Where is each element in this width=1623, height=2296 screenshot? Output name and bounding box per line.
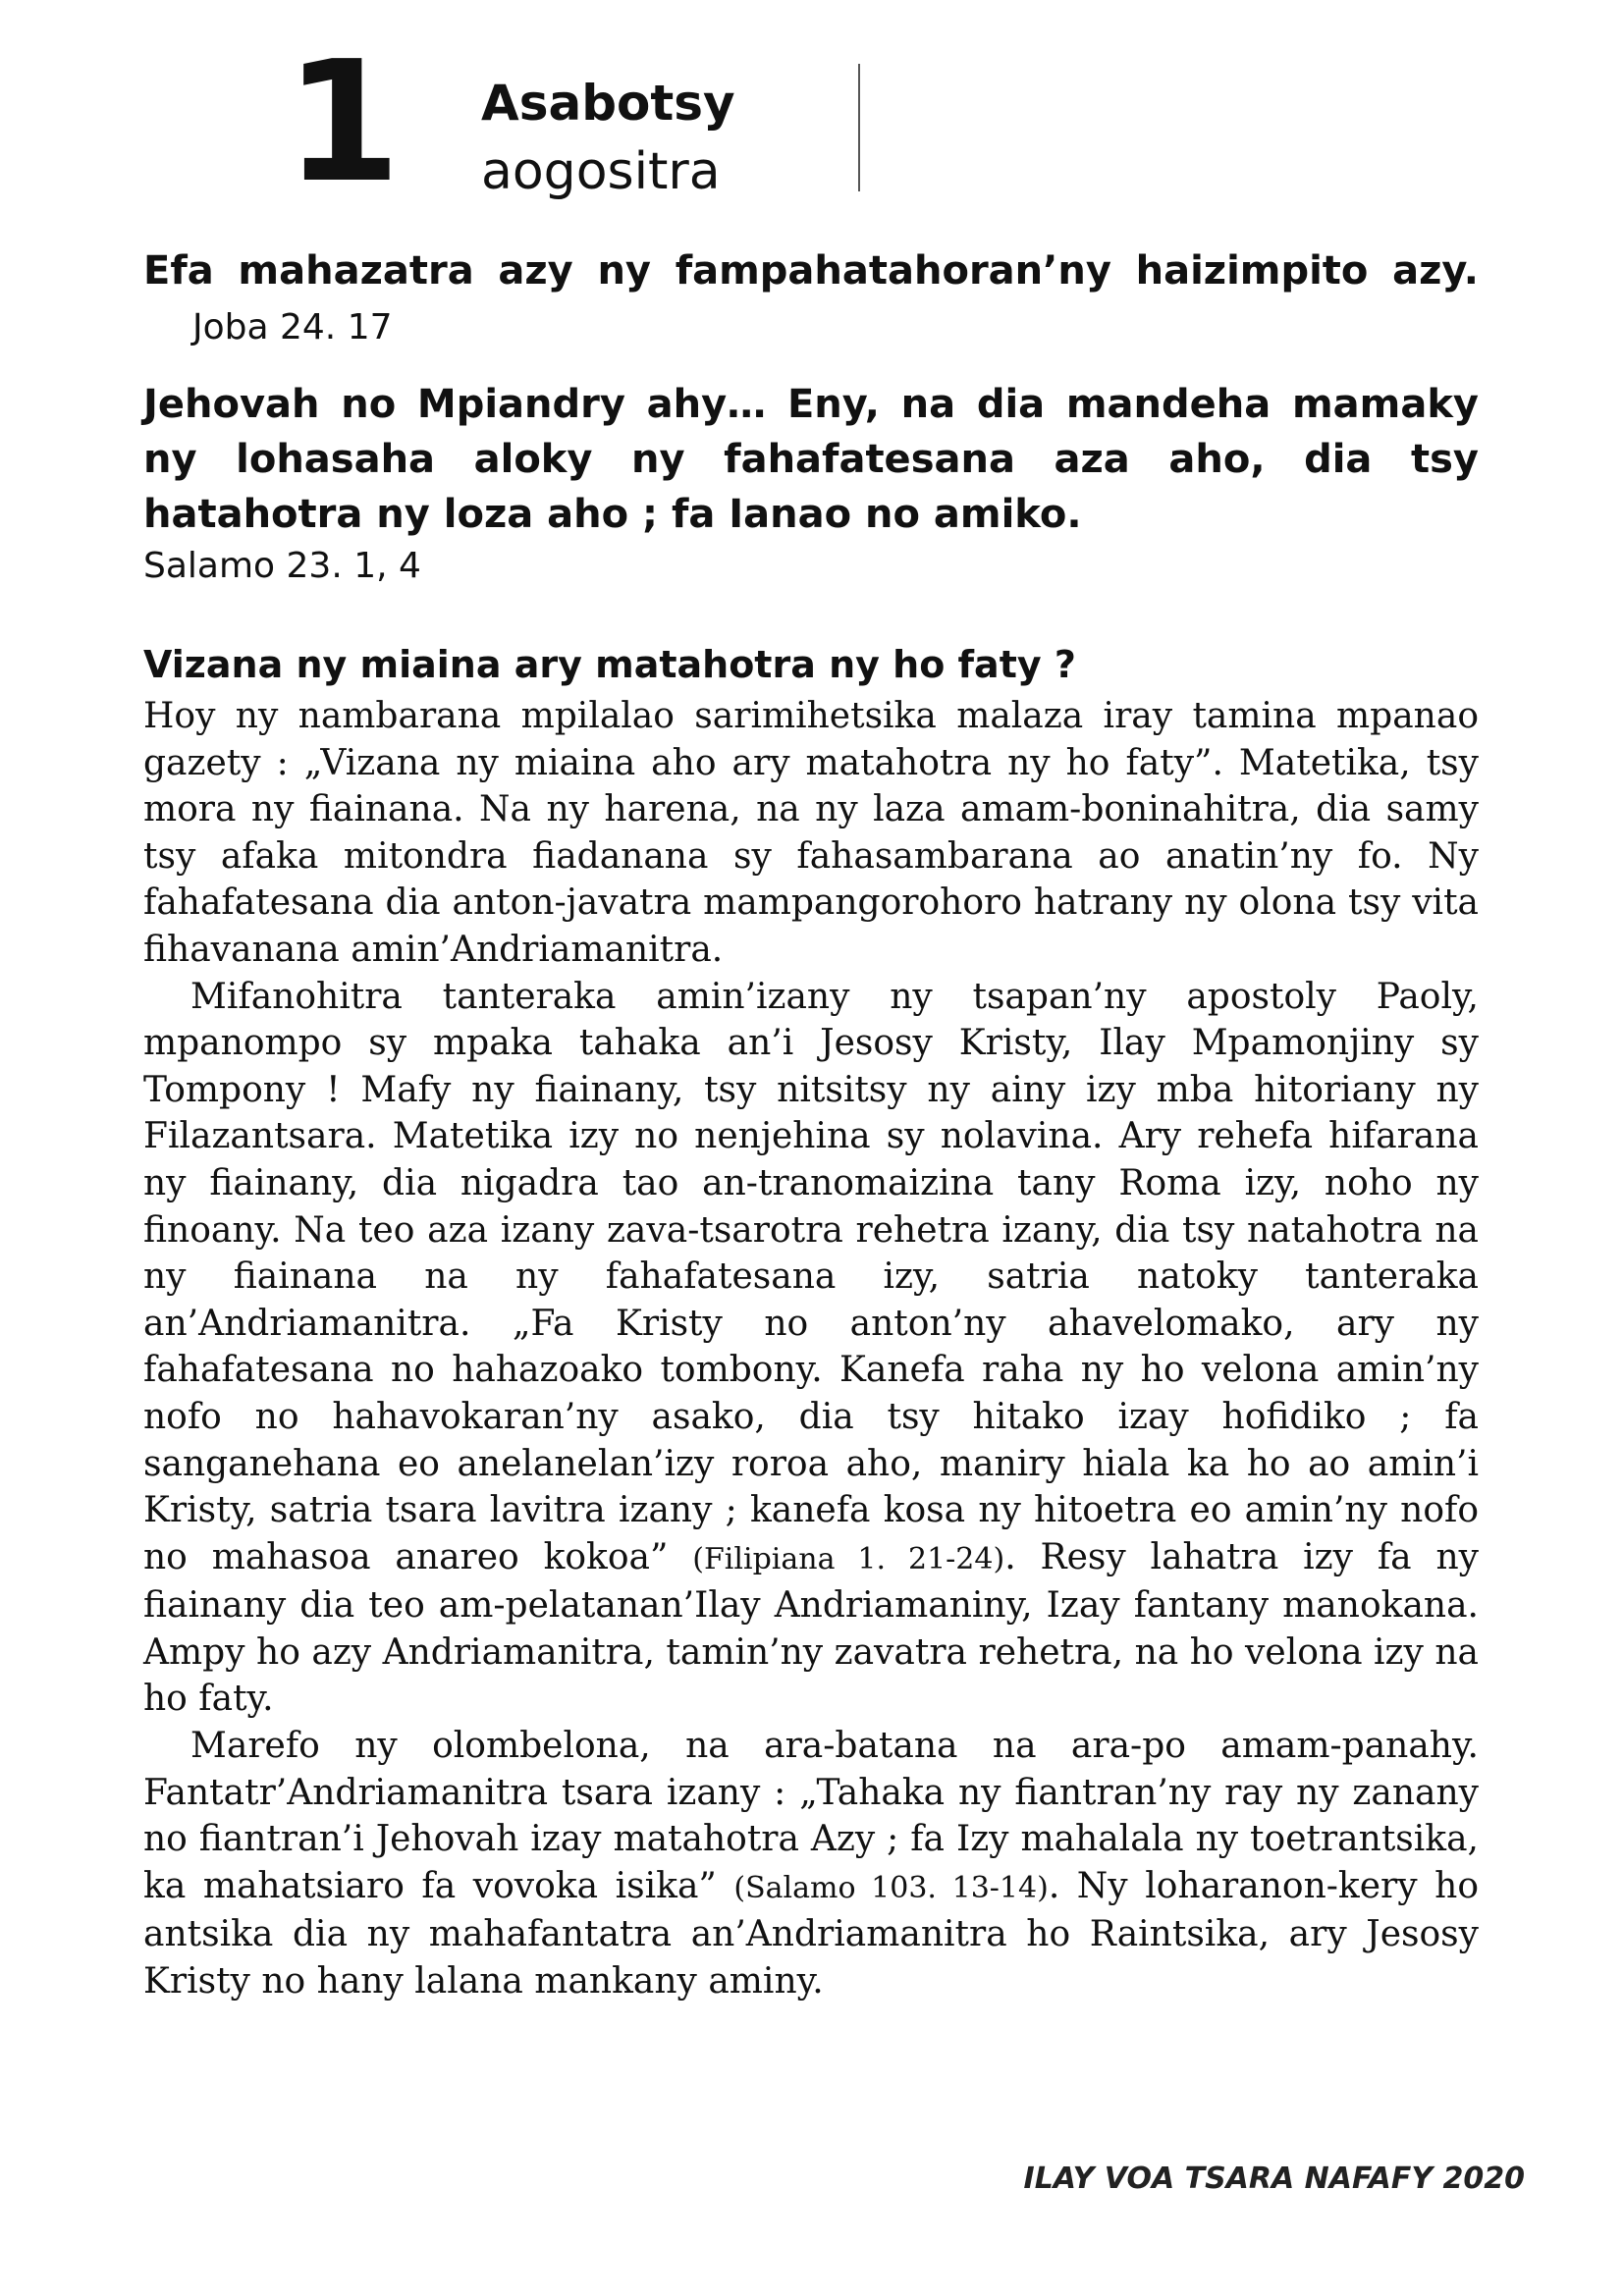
date-header [0,0,1623,226]
day-name: Asabotsy [481,75,735,132]
article-paragraph-3 [143,1723,1479,2005]
month-name: aogositra [481,142,721,201]
article-paragraph-1: Hoy ny nambarana mpilalao sarimihetsika malaza iray tamina mpanao gazety : „Vizana ny miaina aho ary matahotra ny ho faty”. Matetika, tsy mora ny fiainana. Na ny harena, na ny laza amam-boninahitra, dia samy tsy afaka mitondra fiadanana sy fahasambarana ao anatin’ny fo. Ny fahafatesana dia anton-javatra mampangorohoro hatrany ny olona tsy vita fihavanana amin’Andriamanitra. [143,696,1479,970]
article-title: Vizana ny miaina ary matahotra ny ho faty ? [143,643,1076,686]
verse-1-text: Efa mahazatra azy ny fampahatahoran’ny haizimpito azy. [143,248,1479,294]
paragraph-2-text-a: Mifanohitra tanteraka amin’izany ny tsapan’ny apostoly Paoly, mpanompo sy mpaka tahaka an’i Jesosy Kristy, Ilay Mpamonjiny sy Tompony ! Mafy ny fiainany, tsy nitsitsy ny ainy izy mba hitoriany ny Filazantsara. Matetika izy no nenjehina sy nolavina. Ary rehefa hifarana ny fiainany, dia nigadra tao an-tranomaizina tany Roma izy, noho ny finoany. Na teo aza izany zava-tsarotra rehetra izany, dia tsy natahotra na ny fiainana na ny fahafatesana izy, satria natoky tanteraka an’Andriamanitra. „Fa Kristy no anton’ny ahavelomako, ary ny fahafatesana no hahazoako tombony. Kanefa raha ny ho velona amin’ny nofo no hahavokaran’ny asako, dia tsy hitako izay hofidiko ; fa sanganehana eo anelanelan’izy roroa aho, maniry hiala ka ho ao amin’i Kristy, satria tsara lavitra izany ; kanefa kosa ny hitoetra eo amin’ny nofo no mahasoa anareo kokoa” [143,976,1479,1577]
verse-1-reference: Joba 24. 17 [192,307,393,347]
paragraph-3-text-b: . Ny loharanon-kery ho antsika dia ny mahafantatra an’Andriamanitra ho Raintsika, ary Jesosy Kristy no hany lalana mankany aminy. [143,1865,1479,2002]
article-paragraph-2 [143,974,1479,1724]
verse-2-reference: Salamo 23. 1, 4 [143,546,421,586]
paragraph-2-text-b: . Resy lahatra izy fa ny fiainany dia teo am-pelatanan’Ilay Andriamaniny, Izay fantany manokana. Ampy ho azy Andriamanitra, tamin’ny zavatra rehetra, na ho velona izy na ho faty. [143,1536,1479,1720]
paragraph-3-text-a: Marefo ny olombelona, na ara-batana na ara-po amam-panahy. Fantatr’Andriamanitra tsara izany : „Tahaka ny fiantran’ny ray ny zanany no fiantran’i Jehovah izay matahotra Azy ; fa Izy mahalala ny toetrantsika, ka mahatsiaro fa vovoka isika” [143,1726,1479,1906]
paragraph-3-reference: (Salamo 103. 13-14) [733,1870,1049,1905]
header-divider [858,64,860,191]
day-number: 1 [285,26,396,220]
verse-2 [143,377,1479,542]
page-content [143,243,1479,2005]
paragraph-2-reference: (Filipiana 1. 21-24) [692,1541,1005,1576]
verse-2-text: Jehovah no Mpiandry ahy… Eny, na dia mandeha mamaky ny lohasaha aloky ny fahafatesana aza aho, dia tsy hatahotra ny loza aho ; fa Ianao no amiko. [143,382,1479,537]
verse-1 [143,243,1479,355]
publication-footer: ILAY VOA TSARA NAFAFY 2020 [1023,2162,1525,2196]
